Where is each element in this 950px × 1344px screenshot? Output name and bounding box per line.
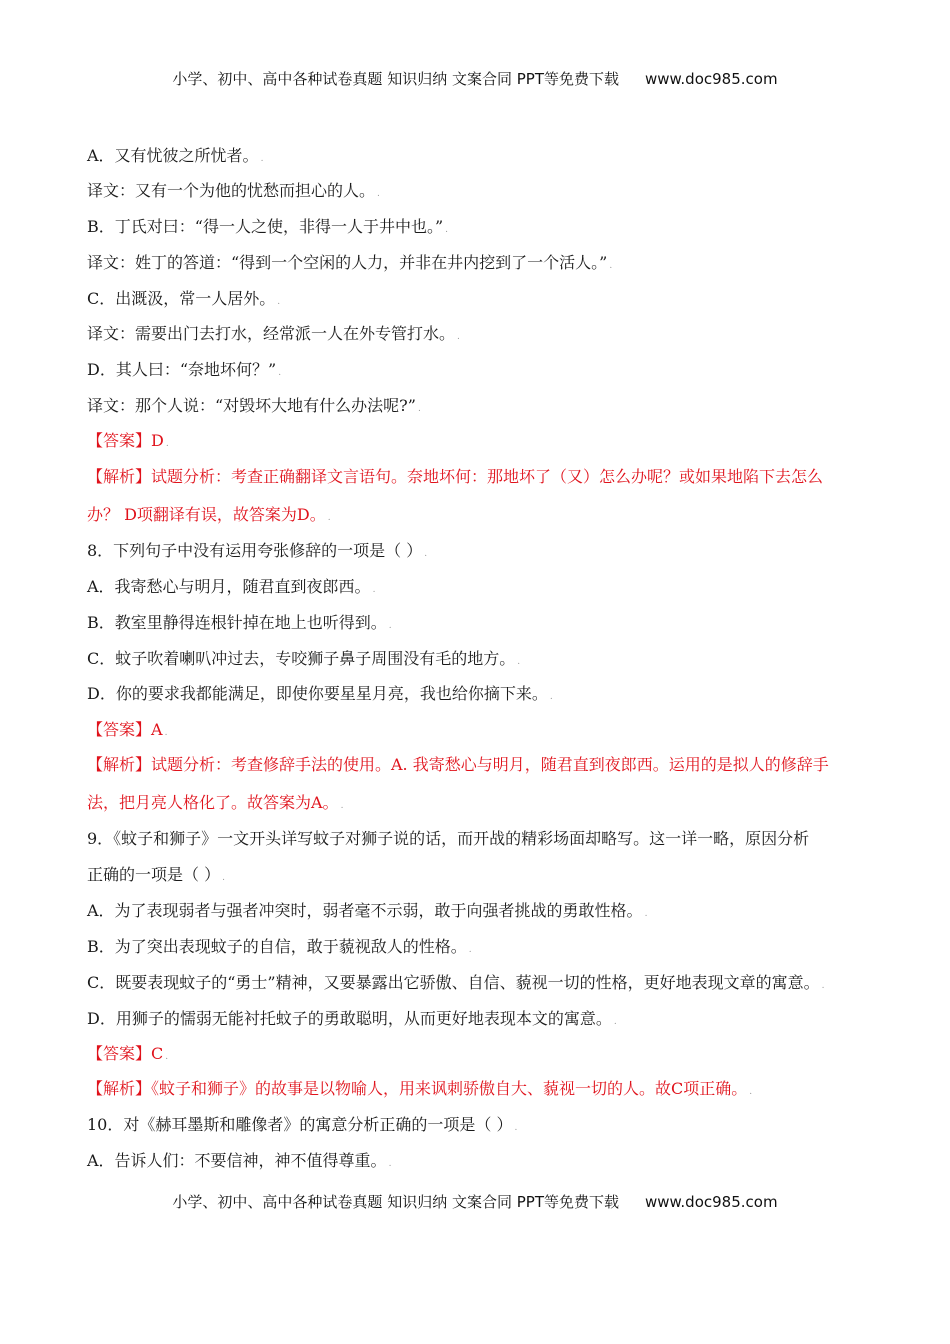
q8-analysis-line1: 【解析】试题分析：考查修辞手法的使用。A. 我寄愁心与明月，随君直到夜郎西。运用的是拟人的修辞手 — [87, 755, 829, 774]
q8-answer: 【答案】A . — [87, 720, 168, 739]
header-site: www.doc985.com — [644, 70, 778, 88]
q7-option-c: C．出溉汲，常一人居外。 . — [87, 289, 281, 308]
q9-question-line1: 9．《蚊子和狮子》一文开头详写蚊子对狮子说的话，而开战的精彩场面却略写。这一详一略，原因分析 — [87, 829, 810, 848]
q7-translation-a: 译文：又有一个为他的忧愁而担心的人。 . — [87, 181, 380, 200]
q10-question: 10．对《赫耳墨斯和雕像者》的寓意分析正确的一项是（ ） . — [87, 1115, 518, 1134]
q9-analysis: 【解析】《蚊子和狮子》的故事是以物喻人，用来讽刺骄傲自大、藐视一切的人。故C项正确。 . — [87, 1079, 753, 1098]
q7-answer: 【答案】D . — [87, 431, 169, 450]
q9-option-c: C．既要表现蚊子的“勇士”精神，又要暴露出它骄傲、自信、藐视一切的性格，更好地表现文章的寓意。 . — [87, 973, 825, 992]
footer-site: www.doc985.com — [644, 1193, 778, 1211]
q8-option-c: C．蚊子吹着喇叭冲过去，专咬狮子鼻子周围没有毛的地方。 . — [87, 649, 521, 668]
q7-analysis-line2: 办？ D项翻译有误，故答案为D。 . — [87, 505, 331, 524]
q7-option-d: D．其人曰：“奈地坏何？” . — [87, 360, 282, 379]
q9-question-line2: 正确的一项是（ ） . — [87, 865, 225, 884]
page-footer — [0, 1191, 950, 1212]
q8-option-a: A．我寄愁心与明月，随君直到夜郎西。 . — [87, 577, 376, 596]
q9-option-b: B．为了突出表现蚊子的自信，敢于藐视敌人的性格。 . — [87, 937, 472, 956]
q9-answer: 【答案】C . — [87, 1044, 169, 1063]
q7-translation-b: 译文：姓丁的答道：“得到一个空闲的人力，并非在井内挖到了一个活人。” . — [87, 253, 613, 272]
q7-translation-c: 译文：需要出门去打水，经常派一人在外专管打水。 . — [87, 324, 460, 343]
q8-analysis-line2: 法，把月亮人格化了。故答案为A。 . — [87, 793, 344, 812]
page-header — [0, 68, 950, 89]
header-text: 小学、初中、高中各种试卷真题 知识归纳 文案合同 PPT等免费下载 — [172, 70, 619, 88]
footer-text: 小学、初中、高中各种试卷真题 知识归纳 文案合同 PPT等免费下载 — [172, 1193, 619, 1211]
q7-translation-d: 译文：那个人说：“对毁坏大地有什么办法呢?” . — [87, 396, 421, 415]
q8-option-d: D．你的要求我都能满足，即使你要星星月亮，我也给你摘下来。 . — [87, 684, 553, 703]
q8-question: 8．下列句子中没有运用夸张修辞的一项是（ ） . — [87, 541, 428, 560]
q7-option-b: B．丁氏对曰：“得一人之使，非得一人于井中也。” . — [87, 217, 448, 236]
q8-option-b: B．教室里静得连根针掉在地上也听得到。 . — [87, 613, 392, 632]
q7-analysis-line1: 【解析】试题分析：考查正确翻译文言语句。奈地坏何：那地坏了（又）怎么办呢？或如果地陷下去怎么 — [87, 467, 824, 486]
q9-option-d: D．用狮子的懦弱无能衬托蚊子的勇敢聪明，从而更好地表现本文的寓意。 . — [87, 1009, 617, 1028]
q9-option-a: A．为了表现弱者与强者冲突时，弱者毫不示弱，敢于向强者挑战的勇敢性格。 . — [87, 901, 648, 920]
q7-option-a: A．又有忧彼之所忧者。 . — [87, 146, 264, 165]
q10-option-a: A．告诉人们：不要信神，神不值得尊重。 . — [87, 1151, 392, 1170]
